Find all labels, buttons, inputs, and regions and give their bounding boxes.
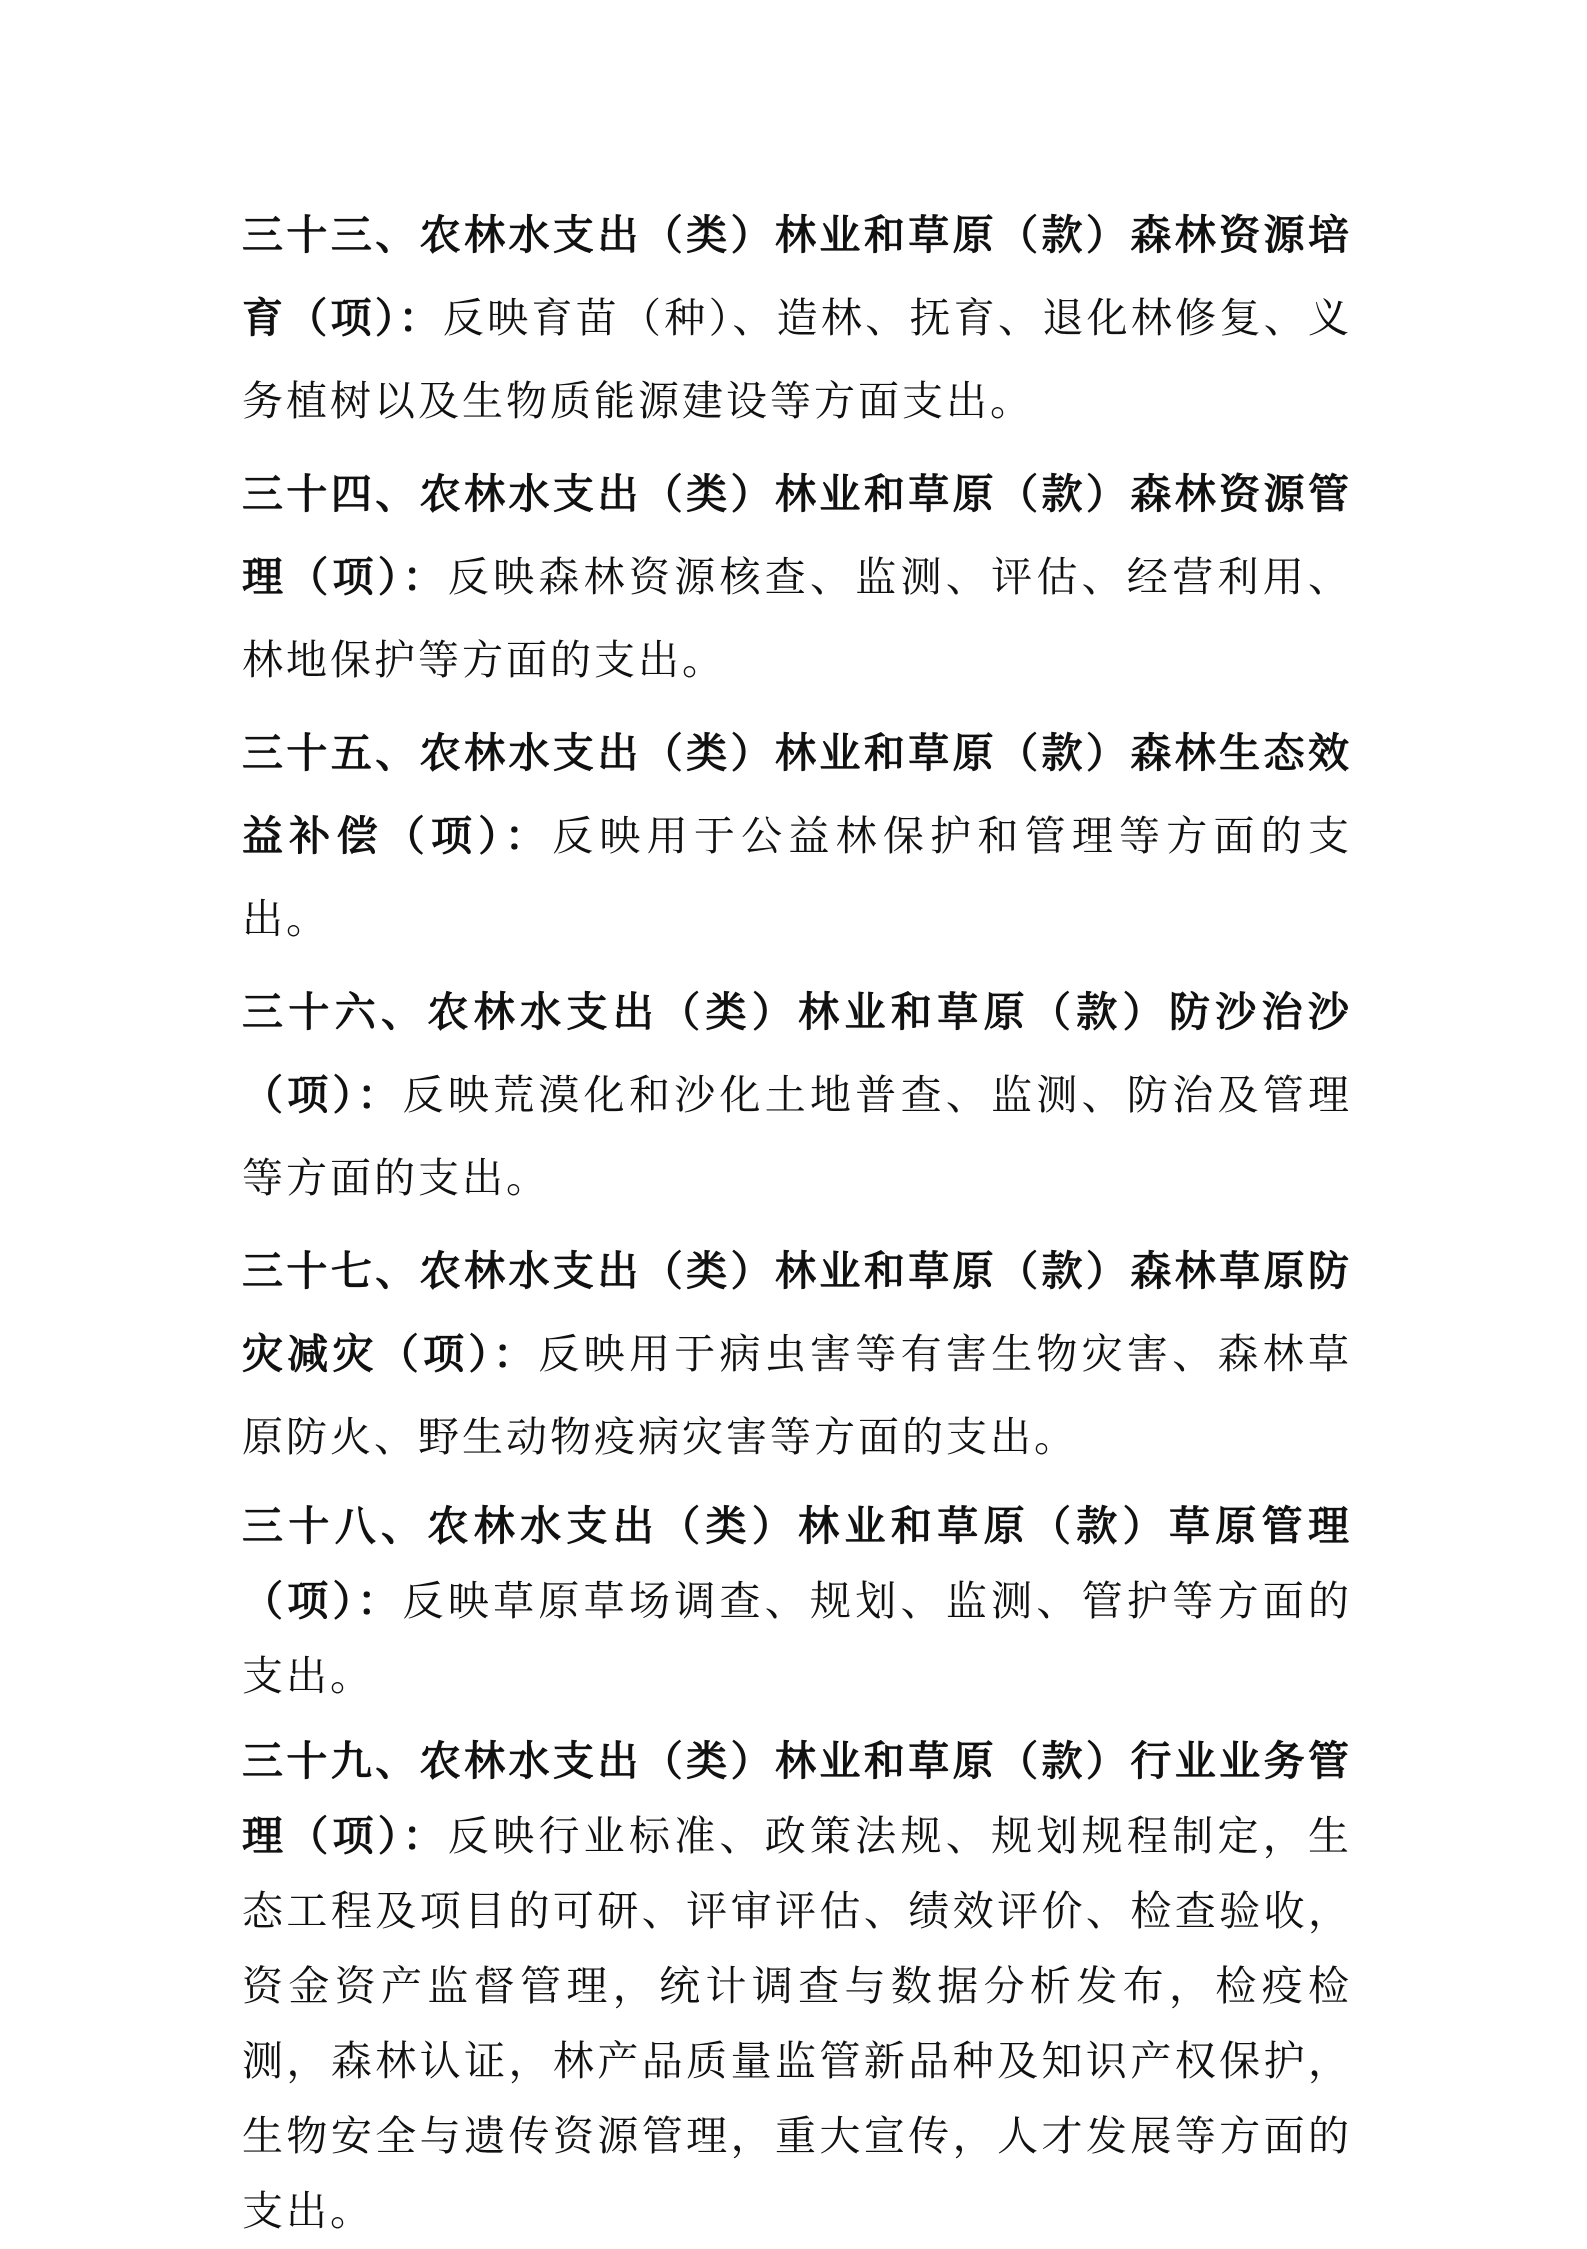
entry-39	[242, 1724, 1352, 2249]
entry-33	[242, 194, 1352, 443]
entry-heading: 三十七、农林水支出（类）林业和草原（款）森林草原防灾减灾（项）：	[242, 1247, 1352, 1378]
entry-body: 反映行业标准、政策法规、规划规程制定，生态工程及项目的可研、评审评估、绩效评价、检查验收，资金资产监督管理，统计调查与数据分析发布，检疫检测，森林认证，林产品质量监管新品种及知识产权保护，生物安全与遗传资源管理，重大宣传，人才发展等方面的支出。	[242, 1812, 1353, 2235]
entry-38	[242, 1489, 1352, 1714]
entry-heading: 三十五、农林水支出（类）林业和草原（款）森林生态效益补偿（项）：	[242, 729, 1352, 860]
entry-body: 反映森林资源核查、监测、评估、经营利用、林地保护等方面的支出。	[242, 553, 1353, 684]
entry-35	[242, 712, 1352, 961]
entry-36	[242, 971, 1352, 1220]
entry-body: 反映荒漠化和沙化土地普查、监测、防治及管理等方面的支出。	[242, 1071, 1353, 1202]
document-body	[242, 194, 1352, 2249]
entry-heading: 三十四、农林水支出（类）林业和草原（款）森林资源管理（项）：	[242, 470, 1352, 601]
entry-heading: 三十八、农林水支出（类）林业和草原（款）草原管理（项）：	[242, 1502, 1352, 1625]
entry-body: 反映用于病虫害等有害生物灾害、森林草原防火、野生动物疫病灾害等方面的支出。	[242, 1330, 1353, 1461]
entry-body: 反映育苗（种）、造林、抚育、退化林修复、义务植树以及生物质能源建设等方面支出。	[242, 294, 1353, 425]
entry-body: 反映用于公益林保护和管理等方面的支出。	[242, 812, 1353, 943]
entry-37	[242, 1230, 1352, 1479]
entry-34	[242, 453, 1352, 702]
entry-heading: 三十九、农林水支出（类）林业和草原（款）行业业务管理（项）：	[242, 1737, 1352, 1860]
entry-heading: 三十三、农林水支出（类）林业和草原（款）森林资源培育（项）：	[242, 211, 1352, 342]
entry-body: 反映草原草场调查、规划、监测、管护等方面的支出。	[242, 1577, 1353, 1700]
entry-heading: 三十六、农林水支出（类）林业和草原（款）防沙治沙（项）：	[242, 988, 1352, 1119]
